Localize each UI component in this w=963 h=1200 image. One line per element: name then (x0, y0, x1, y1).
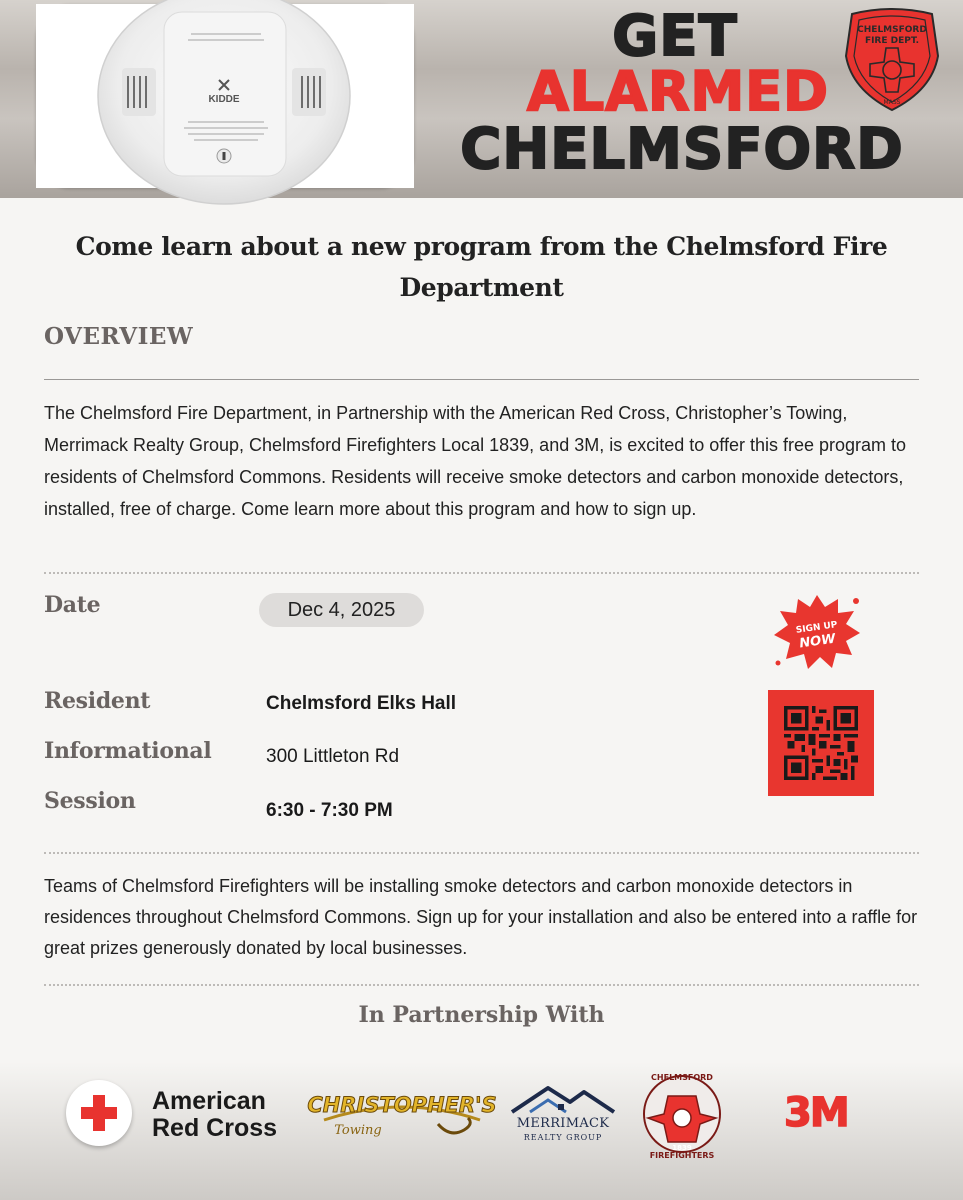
sign-up-now-badge[interactable] (772, 593, 862, 673)
svg-text:FIRE DEPT.: FIRE DEPT. (864, 36, 920, 46)
svg-text:MASS: MASS (883, 99, 901, 106)
merrimack-subtitle: REALTY GROUP (523, 1133, 603, 1142)
svg-text:CHELMSFORD: CHELMSFORD (857, 25, 927, 35)
page-headline: Come learn about a new program from the Chelmsford Fire Department (75, 232, 888, 302)
divider (44, 852, 919, 854)
title-chelmsford: CHELMSFORD (460, 117, 904, 182)
installation-text: Teams of Chelmsford Firefighters will be installing smoke detectors and carbon monoxide detectors in residences throughout Chelmsford Commons. Sign up for your installation and also be entered into a raffle for great prizes generously donated by local businesses. (44, 876, 918, 958)
title-get: GET (612, 4, 738, 69)
svg-text:FIREFIGHTERS: FIREFIGHTERS (649, 1151, 715, 1160)
title-alarmed: ALARMED (526, 60, 830, 123)
christophers-towing-logo (307, 1080, 497, 1140)
session-label-resident: Resident (44, 688, 151, 714)
svg-text:CHELMSFORD: CHELMSFORD (651, 1073, 713, 1082)
svg-text:CHRISTOPHER'S: CHRISTOPHER'S (307, 1093, 497, 1117)
signup-qr-code[interactable] (768, 690, 874, 796)
divider (44, 984, 919, 986)
date-label: Date (44, 592, 101, 618)
event-time: 6:30 - 7:30 PM (266, 800, 393, 821)
divider (44, 572, 919, 574)
venue-name: Chelmsford Elks Hall (266, 693, 457, 714)
merrimack-name: MERRIMACK (516, 1116, 610, 1131)
partners-heading: In Partnership With (358, 1002, 605, 1028)
venue-address: 300 Littleton Rd (266, 746, 400, 767)
svg-text:SIGN UP: SIGN UP (795, 620, 839, 636)
svg-text:NOW: NOW (798, 631, 837, 652)
chelmsford-firefighters-local-logo (640, 1066, 724, 1162)
smoke-detector-image (36, 4, 414, 188)
red-cross-logo-icon (66, 1080, 132, 1146)
svg-text:1839: 1839 (672, 1144, 692, 1152)
3m-logo: 3M (784, 1090, 848, 1136)
svg-text:KIDDE: KIDDE (208, 94, 240, 105)
american-red-cross-logo: American Red Cross (152, 1087, 278, 1142)
session-label-session: Session (44, 788, 136, 814)
date-value: Dec 4, 2025 (259, 593, 424, 627)
header-banner (0, 0, 963, 198)
overview-heading: OVERVIEW (44, 323, 194, 350)
fire-dept-badge-icon (842, 6, 942, 112)
divider (44, 379, 919, 380)
svg-text:Towing: Towing (334, 1123, 382, 1138)
overview-text: The Chelmsford Fire Department, in Partnership with the American Red Cross, Christopher’s Towing, Merrimack Realty Group, Chelmsford Firefighters Local 1839, and 3M, is excited to offer this free program to residents of Chelmsford Commons. Residents will receive smoke detectors and carbon monoxide detectors, installed, free of charge. Come learn more about this program and how to sign up. (44, 403, 907, 519)
session-label-informational: Informational (44, 738, 212, 764)
